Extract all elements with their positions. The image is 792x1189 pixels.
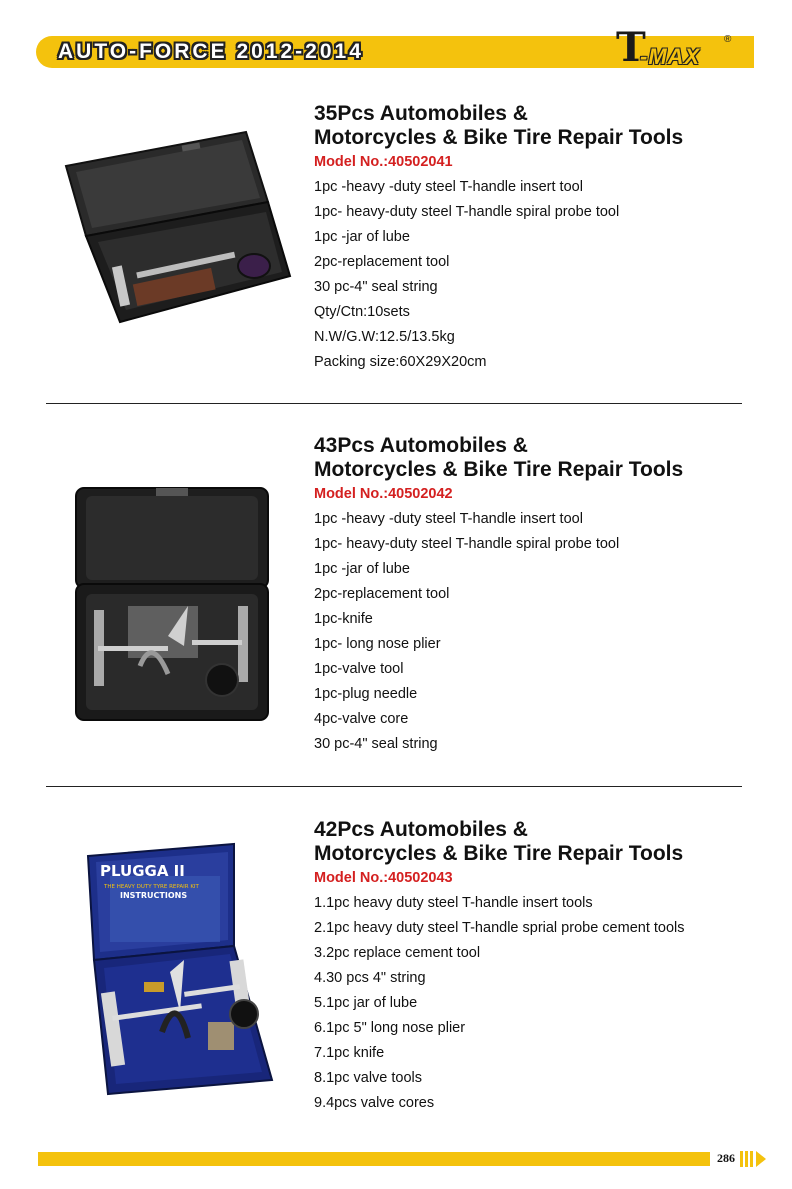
- tmax-logo: [616, 24, 746, 72]
- product-title-line2: Motorcycles & Bike Tire Repair Tools: [314, 126, 684, 149]
- spec-item: 1pc-valve tool: [314, 661, 404, 677]
- section-divider: [46, 403, 742, 404]
- spec-item: 1pc- heavy-duty steel T-handle spiral probe tool: [314, 536, 620, 552]
- spec-item: Packing size:60X29X20cm: [314, 354, 487, 370]
- product-image-1: [46, 126, 298, 326]
- spec-item: Qty/Ctn:10sets: [314, 304, 410, 320]
- plugga-instructions: INSTRUCTIONS: [120, 891, 188, 900]
- logo-t: T: [616, 24, 646, 71]
- spec-item: 30 pc-4" seal string: [314, 279, 438, 295]
- spec-item: 4.30 pcs 4" string: [314, 970, 426, 986]
- spec-item: 3.2pc replace cement tool: [314, 945, 481, 961]
- spec-item: 4pc-valve core: [314, 711, 409, 727]
- spec-list: [314, 891, 685, 1116]
- logo-max: -MAX: [640, 44, 701, 69]
- model-number: Model No.:40502042: [314, 486, 453, 502]
- product-title-line1: 35Pcs Automobiles &: [314, 102, 528, 125]
- catalog-title: AUTO-FORCE 2012-2014: [58, 40, 364, 63]
- footer-arrow-icon: [740, 1151, 768, 1167]
- product-title-line1: 42Pcs Automobiles &: [314, 818, 528, 841]
- plugga-label: PLUGGA II: [100, 862, 185, 880]
- product-title-line2: Motorcycles & Bike Tire Repair Tools: [314, 458, 684, 481]
- page-number: 286: [717, 1151, 735, 1165]
- spec-item: 2pc-replacement tool: [314, 586, 450, 602]
- spec-item: 9.4pcs valve cores: [314, 1095, 435, 1111]
- model-number: Model No.:40502043: [314, 870, 453, 886]
- spec-item: 1pc- heavy-duty steel T-handle spiral probe tool: [314, 204, 620, 220]
- spec-item: 1pc-knife: [314, 611, 373, 627]
- footer-bar: [38, 1152, 710, 1166]
- product-title-line1: 43Pcs Automobiles &: [314, 434, 528, 457]
- spec-item: 1pc -heavy -duty steel T-handle insert tool: [314, 511, 583, 527]
- spec-list: [314, 507, 619, 757]
- logo-registered: ®: [724, 34, 732, 45]
- spec-item: N.W/G.W:12.5/13.5kg: [314, 329, 455, 345]
- product-image-2: [72, 486, 272, 722]
- spec-item: 1pc- long nose plier: [314, 636, 441, 652]
- spec-item: 1pc-plug needle: [314, 686, 418, 702]
- spec-item: 1pc -jar of lube: [314, 561, 410, 577]
- spec-item: 5.1pc jar of lube: [314, 995, 418, 1011]
- spec-item: 30 pc-4" seal string: [314, 736, 438, 752]
- spec-list: [314, 175, 619, 375]
- spec-item: 1pc -jar of lube: [314, 229, 410, 245]
- plugga-sublabel: THE HEAVY DUTY TYRE REPAIR KIT: [104, 884, 199, 890]
- spec-item: 2.1pc heavy duty steel T-handle sprial probe cement tools: [314, 920, 685, 936]
- spec-item: 1pc -heavy -duty steel T-handle insert tool: [314, 179, 583, 195]
- product-image-3: [84, 842, 280, 1100]
- spec-item: 7.1pc knife: [314, 1045, 385, 1061]
- spec-item: 8.1pc valve tools: [314, 1070, 423, 1086]
- product-title-line2: Motorcycles & Bike Tire Repair Tools: [314, 842, 684, 865]
- spec-item: 1.1pc heavy duty steel T-handle insert tools: [314, 895, 593, 911]
- model-number: Model No.:40502041: [314, 154, 453, 170]
- spec-item: 2pc-replacement tool: [314, 254, 450, 270]
- section-divider: [46, 786, 742, 787]
- spec-item: 6.1pc 5" long nose plier: [314, 1020, 466, 1036]
